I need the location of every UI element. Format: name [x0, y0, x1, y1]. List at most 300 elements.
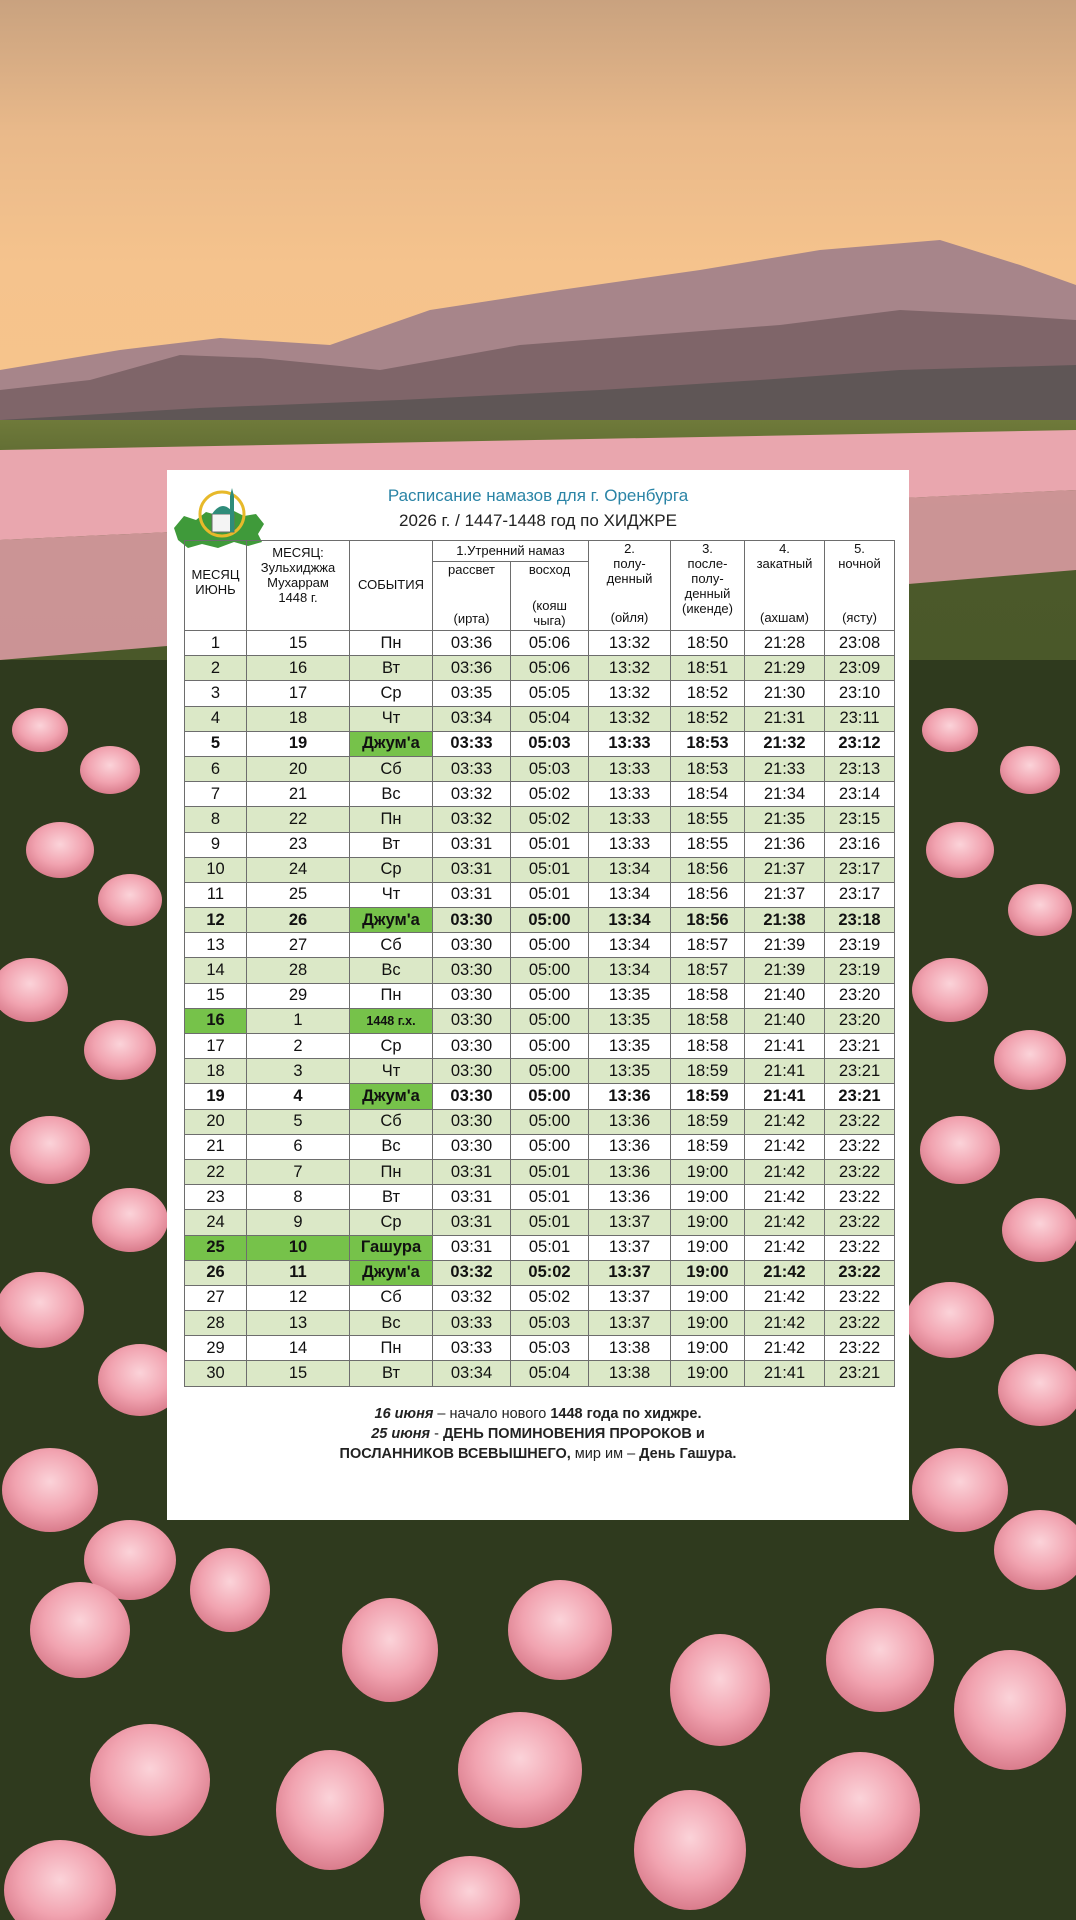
table-row	[185, 1109, 895, 1134]
hijri-day-cell: 1	[247, 1008, 350, 1033]
day-cell: 15	[185, 983, 247, 1008]
time-cell: 13:35	[589, 1059, 671, 1084]
table-row	[185, 1260, 895, 1285]
time-cell: 03:30	[433, 958, 511, 983]
hijri-day-cell: 19	[247, 731, 350, 756]
hijri-day-cell: 11	[247, 1260, 350, 1285]
hijri-day-cell: 15	[247, 631, 350, 656]
time-cell: 05:06	[511, 656, 589, 681]
event-cell: Вт	[350, 656, 433, 681]
time-cell: 18:53	[671, 731, 745, 756]
day-cell: 10	[185, 857, 247, 882]
time-cell: 03:31	[433, 857, 511, 882]
time-cell: 23:22	[825, 1311, 895, 1336]
table-row	[185, 1008, 895, 1033]
day-cell: 9	[185, 832, 247, 857]
time-cell: 21:29	[745, 656, 825, 681]
time-cell: 13:32	[589, 681, 671, 706]
time-cell: 03:31	[433, 882, 511, 907]
time-cell: 13:37	[589, 1210, 671, 1235]
time-cell: 21:33	[745, 756, 825, 781]
time-cell: 23:22	[825, 1109, 895, 1134]
hijri-day-cell: 18	[247, 706, 350, 731]
time-cell: 21:40	[745, 1008, 825, 1033]
table-row	[185, 1059, 895, 1084]
col-dawn: рассвет (ирта)	[433, 562, 511, 631]
hijri-day-cell: 2	[247, 1034, 350, 1059]
event-cell: Джум'а	[350, 731, 433, 756]
time-cell: 18:59	[671, 1084, 745, 1109]
hijri-day-cell: 24	[247, 857, 350, 882]
event-cell: Вт	[350, 832, 433, 857]
time-cell: 21:35	[745, 807, 825, 832]
time-cell: 18:56	[671, 882, 745, 907]
day-cell: 13	[185, 933, 247, 958]
col-hijri-month: МЕСЯЦ: Зульхиджжа Мухаррам 1448 г.	[247, 541, 350, 631]
time-cell: 03:35	[433, 681, 511, 706]
time-cell: 23:19	[825, 933, 895, 958]
event-cell: Пн	[350, 807, 433, 832]
time-cell: 18:57	[671, 933, 745, 958]
time-cell: 05:04	[511, 1361, 589, 1386]
time-cell: 03:34	[433, 1361, 511, 1386]
time-cell: 23:10	[825, 681, 895, 706]
event-cell: Пн	[350, 1159, 433, 1184]
time-cell: 18:57	[671, 958, 745, 983]
day-cell: 25	[185, 1235, 247, 1260]
time-cell: 03:30	[433, 1109, 511, 1134]
table-row	[185, 1311, 895, 1336]
time-cell: 05:01	[511, 832, 589, 857]
hijri-day-cell: 9	[247, 1210, 350, 1235]
time-cell: 03:30	[433, 1059, 511, 1084]
table-row	[185, 631, 895, 656]
event-cell: Сб	[350, 1109, 433, 1134]
time-cell: 03:32	[433, 807, 511, 832]
table-row	[185, 1210, 895, 1235]
time-cell: 21:30	[745, 681, 825, 706]
time-cell: 23:22	[825, 1235, 895, 1260]
event-cell: Ср	[350, 1210, 433, 1235]
time-cell: 21:42	[745, 1260, 825, 1285]
time-cell: 18:52	[671, 681, 745, 706]
time-cell: 23:20	[825, 1008, 895, 1033]
time-cell: 03:34	[433, 706, 511, 731]
footnotes	[167, 1404, 909, 1464]
note-line-3: ПОСЛАННИКОВ ВСЕВЫШНЕГО, мир им – День Гашура.	[339, 1446, 737, 1462]
time-cell: 03:36	[433, 656, 511, 681]
time-cell: 13:33	[589, 807, 671, 832]
time-cell: 05:05	[511, 681, 589, 706]
time-cell: 23:17	[825, 857, 895, 882]
time-cell: 21:42	[745, 1134, 825, 1159]
time-cell: 03:36	[433, 631, 511, 656]
day-cell: 17	[185, 1034, 247, 1059]
time-cell: 23:22	[825, 1159, 895, 1184]
time-cell: 23:22	[825, 1285, 895, 1310]
time-cell: 03:30	[433, 1008, 511, 1033]
col-sunset: 4. закатный (ахшам)	[745, 541, 825, 631]
event-cell: 1448 г.х.	[350, 1008, 433, 1033]
time-cell: 05:02	[511, 782, 589, 807]
time-cell: 03:30	[433, 1084, 511, 1109]
table-row	[185, 731, 895, 756]
time-cell: 18:55	[671, 807, 745, 832]
time-cell: 23:22	[825, 1336, 895, 1361]
event-cell: Пн	[350, 1336, 433, 1361]
time-cell: 13:36	[589, 1159, 671, 1184]
time-cell: 13:35	[589, 983, 671, 1008]
time-cell: 21:41	[745, 1059, 825, 1084]
hijri-day-cell: 27	[247, 933, 350, 958]
col-night: 5. ночной (ясту)	[825, 541, 895, 631]
time-cell: 13:36	[589, 1109, 671, 1134]
time-cell: 13:34	[589, 882, 671, 907]
time-cell: 19:00	[671, 1185, 745, 1210]
time-cell: 03:31	[433, 1185, 511, 1210]
time-cell: 23:18	[825, 908, 895, 933]
table-row	[185, 1285, 895, 1310]
day-cell: 12	[185, 908, 247, 933]
time-cell: 13:37	[589, 1260, 671, 1285]
event-cell: Ср	[350, 1034, 433, 1059]
time-cell: 05:00	[511, 1059, 589, 1084]
time-cell: 23:09	[825, 656, 895, 681]
time-cell: 13:33	[589, 756, 671, 781]
table-row	[185, 882, 895, 907]
time-cell: 03:32	[433, 782, 511, 807]
table-row	[185, 933, 895, 958]
time-cell: 21:36	[745, 832, 825, 857]
hijri-day-cell: 14	[247, 1336, 350, 1361]
time-cell: 03:33	[433, 731, 511, 756]
event-cell: Чт	[350, 706, 433, 731]
day-cell: 2	[185, 656, 247, 681]
day-cell: 11	[185, 882, 247, 907]
time-cell: 19:00	[671, 1361, 745, 1386]
day-cell: 16	[185, 1008, 247, 1033]
time-cell: 18:56	[671, 908, 745, 933]
time-cell: 21:41	[745, 1361, 825, 1386]
time-cell: 13:37	[589, 1235, 671, 1260]
hijri-day-cell: 12	[247, 1285, 350, 1310]
time-cell: 23:17	[825, 882, 895, 907]
event-cell: Гашура	[350, 1235, 433, 1260]
time-cell: 21:31	[745, 706, 825, 731]
time-cell: 21:28	[745, 631, 825, 656]
event-cell: Сб	[350, 1285, 433, 1310]
time-cell: 13:34	[589, 908, 671, 933]
time-cell: 23:13	[825, 756, 895, 781]
time-cell: 19:00	[671, 1210, 745, 1235]
time-cell: 18:50	[671, 631, 745, 656]
event-cell: Чт	[350, 882, 433, 907]
time-cell: 05:04	[511, 706, 589, 731]
event-cell: Ср	[350, 681, 433, 706]
table-row	[185, 983, 895, 1008]
time-cell: 03:30	[433, 1134, 511, 1159]
time-cell: 05:06	[511, 631, 589, 656]
event-cell: Вс	[350, 1311, 433, 1336]
hijri-day-cell: 7	[247, 1159, 350, 1184]
hijri-day-cell: 20	[247, 756, 350, 781]
event-cell: Джум'а	[350, 1084, 433, 1109]
col-month: МЕСЯЦ ИЮНЬ	[185, 541, 247, 631]
day-cell: 1	[185, 631, 247, 656]
time-cell: 05:00	[511, 1134, 589, 1159]
time-cell: 13:37	[589, 1285, 671, 1310]
time-cell: 19:00	[671, 1159, 745, 1184]
time-cell: 21:39	[745, 958, 825, 983]
time-cell: 05:02	[511, 1260, 589, 1285]
time-cell: 13:36	[589, 1134, 671, 1159]
time-cell: 13:32	[589, 656, 671, 681]
time-cell: 05:00	[511, 1084, 589, 1109]
time-cell: 18:54	[671, 782, 745, 807]
time-cell: 05:01	[511, 1185, 589, 1210]
event-cell: Вс	[350, 958, 433, 983]
time-cell: 23:22	[825, 1210, 895, 1235]
event-cell: Вс	[350, 1134, 433, 1159]
time-cell: 23:16	[825, 832, 895, 857]
time-cell: 05:03	[511, 731, 589, 756]
time-cell: 05:01	[511, 1210, 589, 1235]
hijri-day-cell: 5	[247, 1109, 350, 1134]
time-cell: 21:41	[745, 1084, 825, 1109]
prayer-times-table	[184, 540, 895, 1387]
time-cell: 21:37	[745, 882, 825, 907]
time-cell: 19:00	[671, 1311, 745, 1336]
event-cell: Ср	[350, 857, 433, 882]
time-cell: 13:37	[589, 1311, 671, 1336]
hijri-day-cell: 15	[247, 1361, 350, 1386]
day-cell: 14	[185, 958, 247, 983]
time-cell: 23:22	[825, 1260, 895, 1285]
hijri-day-cell: 22	[247, 807, 350, 832]
time-cell: 23:14	[825, 782, 895, 807]
time-cell: 23:08	[825, 631, 895, 656]
event-cell: Вт	[350, 1185, 433, 1210]
day-cell: 21	[185, 1134, 247, 1159]
time-cell: 18:59	[671, 1109, 745, 1134]
col-sunrise: восход (кояш чыга)	[511, 562, 589, 631]
event-cell: Чт	[350, 1059, 433, 1084]
time-cell: 18:53	[671, 756, 745, 781]
day-cell: 3	[185, 681, 247, 706]
time-cell: 18:58	[671, 983, 745, 1008]
time-cell: 05:00	[511, 1008, 589, 1033]
time-cell: 21:39	[745, 933, 825, 958]
time-cell: 03:31	[433, 1159, 511, 1184]
time-cell: 13:35	[589, 1008, 671, 1033]
time-cell: 03:33	[433, 756, 511, 781]
time-cell: 18:51	[671, 656, 745, 681]
note-line-1: 16 июня – начало нового 1448 года по хиджре.	[374, 1406, 702, 1422]
schedule-title: Расписание намазов для г. Оренбурга	[387, 486, 689, 505]
table-row	[185, 681, 895, 706]
table-row	[185, 1084, 895, 1109]
time-cell: 23:11	[825, 706, 895, 731]
time-cell: 21:42	[745, 1336, 825, 1361]
time-cell: 21:42	[745, 1285, 825, 1310]
day-cell: 18	[185, 1059, 247, 1084]
time-cell: 18:59	[671, 1134, 745, 1159]
time-cell: 03:32	[433, 1285, 511, 1310]
time-cell: 13:33	[589, 832, 671, 857]
time-cell: 05:00	[511, 958, 589, 983]
day-cell: 30	[185, 1361, 247, 1386]
time-cell: 21:42	[745, 1109, 825, 1134]
time-cell: 19:00	[671, 1260, 745, 1285]
hijri-day-cell: 8	[247, 1185, 350, 1210]
table-body	[185, 631, 895, 1387]
col-afternoon: 3. после- полу- денный (икенде)	[671, 541, 745, 631]
event-cell: Вт	[350, 1361, 433, 1386]
time-cell: 13:32	[589, 631, 671, 656]
time-cell: 18:55	[671, 832, 745, 857]
event-cell: Сб	[350, 756, 433, 781]
time-cell: 05:01	[511, 1235, 589, 1260]
table-row	[185, 908, 895, 933]
time-cell: 05:01	[511, 1159, 589, 1184]
time-cell: 23:21	[825, 1361, 895, 1386]
table-header-row	[185, 541, 895, 562]
day-cell: 28	[185, 1311, 247, 1336]
time-cell: 13:33	[589, 731, 671, 756]
time-cell: 13:36	[589, 1185, 671, 1210]
table-row	[185, 706, 895, 731]
time-cell: 21:34	[745, 782, 825, 807]
time-cell: 03:30	[433, 908, 511, 933]
time-cell: 13:33	[589, 782, 671, 807]
time-cell: 03:31	[433, 1210, 511, 1235]
day-cell: 5	[185, 731, 247, 756]
time-cell: 19:00	[671, 1285, 745, 1310]
table-row	[185, 1034, 895, 1059]
time-cell: 18:52	[671, 706, 745, 731]
time-cell: 03:30	[433, 933, 511, 958]
time-cell: 23:12	[825, 731, 895, 756]
day-cell: 29	[185, 1336, 247, 1361]
time-cell: 21:40	[745, 983, 825, 1008]
hijri-day-cell: 6	[247, 1134, 350, 1159]
mountain-range	[0, 230, 1076, 450]
time-cell: 05:02	[511, 807, 589, 832]
time-cell: 13:36	[589, 1084, 671, 1109]
table-row	[185, 807, 895, 832]
time-cell: 13:34	[589, 857, 671, 882]
table-row	[185, 1235, 895, 1260]
hijri-day-cell: 26	[247, 908, 350, 933]
time-cell: 23:15	[825, 807, 895, 832]
time-cell: 18:58	[671, 1034, 745, 1059]
time-cell: 05:03	[511, 1311, 589, 1336]
hijri-day-cell: 25	[247, 882, 350, 907]
table-row	[185, 832, 895, 857]
time-cell: 21:38	[745, 908, 825, 933]
time-cell: 19:00	[671, 1235, 745, 1260]
time-cell: 05:00	[511, 983, 589, 1008]
time-cell: 03:31	[433, 832, 511, 857]
time-cell: 05:03	[511, 756, 589, 781]
time-cell: 21:42	[745, 1210, 825, 1235]
time-cell: 13:34	[589, 933, 671, 958]
hijri-day-cell: 17	[247, 681, 350, 706]
day-cell: 27	[185, 1285, 247, 1310]
table-row	[185, 1159, 895, 1184]
table-row	[185, 1134, 895, 1159]
time-cell: 23:21	[825, 1059, 895, 1084]
table-row	[185, 857, 895, 882]
time-cell: 21:42	[745, 1185, 825, 1210]
hijri-day-cell: 3	[247, 1059, 350, 1084]
time-cell: 05:00	[511, 1109, 589, 1134]
time-cell: 03:33	[433, 1336, 511, 1361]
day-cell: 8	[185, 807, 247, 832]
time-cell: 21:37	[745, 857, 825, 882]
event-cell: Вс	[350, 782, 433, 807]
time-cell: 03:30	[433, 983, 511, 1008]
time-cell: 05:00	[511, 933, 589, 958]
time-cell: 19:00	[671, 1336, 745, 1361]
hijri-day-cell: 21	[247, 782, 350, 807]
event-cell: Джум'а	[350, 908, 433, 933]
day-cell: 26	[185, 1260, 247, 1285]
time-cell: 21:42	[745, 1311, 825, 1336]
hijri-day-cell: 16	[247, 656, 350, 681]
day-cell: 22	[185, 1159, 247, 1184]
time-cell: 13:38	[589, 1361, 671, 1386]
time-cell: 23:20	[825, 983, 895, 1008]
hijri-day-cell: 4	[247, 1084, 350, 1109]
day-cell: 6	[185, 756, 247, 781]
day-cell: 20	[185, 1109, 247, 1134]
time-cell: 23:19	[825, 958, 895, 983]
day-cell: 7	[185, 782, 247, 807]
time-cell: 18:56	[671, 857, 745, 882]
col-morning-group: 1.Утренний намаз	[433, 541, 589, 562]
time-cell: 21:41	[745, 1034, 825, 1059]
time-cell: 23:22	[825, 1185, 895, 1210]
table-row	[185, 958, 895, 983]
hijri-day-cell: 13	[247, 1311, 350, 1336]
time-cell: 13:32	[589, 706, 671, 731]
time-cell: 23:21	[825, 1084, 895, 1109]
event-cell: Сб	[350, 933, 433, 958]
table-row	[185, 1336, 895, 1361]
time-cell: 18:58	[671, 1008, 745, 1033]
prayer-schedule-card	[167, 470, 909, 1520]
time-cell: 21:42	[745, 1235, 825, 1260]
time-cell: 21:32	[745, 731, 825, 756]
time-cell: 05:00	[511, 1034, 589, 1059]
time-cell: 05:03	[511, 1336, 589, 1361]
day-cell: 23	[185, 1185, 247, 1210]
time-cell: 21:42	[745, 1159, 825, 1184]
table-row	[185, 656, 895, 681]
note-line-2: 25 июня - ДЕНЬ ПОМИНОВЕНИЯ ПРОРОКОВ и	[371, 1426, 705, 1442]
day-cell: 24	[185, 1210, 247, 1235]
time-cell: 03:30	[433, 1034, 511, 1059]
time-cell: 05:02	[511, 1285, 589, 1310]
hijri-day-cell: 10	[247, 1235, 350, 1260]
event-cell: Джум'а	[350, 1260, 433, 1285]
time-cell: 05:01	[511, 857, 589, 882]
table-row	[185, 1361, 895, 1386]
hijri-day-cell: 23	[247, 832, 350, 857]
time-cell: 13:34	[589, 958, 671, 983]
time-cell: 18:59	[671, 1059, 745, 1084]
